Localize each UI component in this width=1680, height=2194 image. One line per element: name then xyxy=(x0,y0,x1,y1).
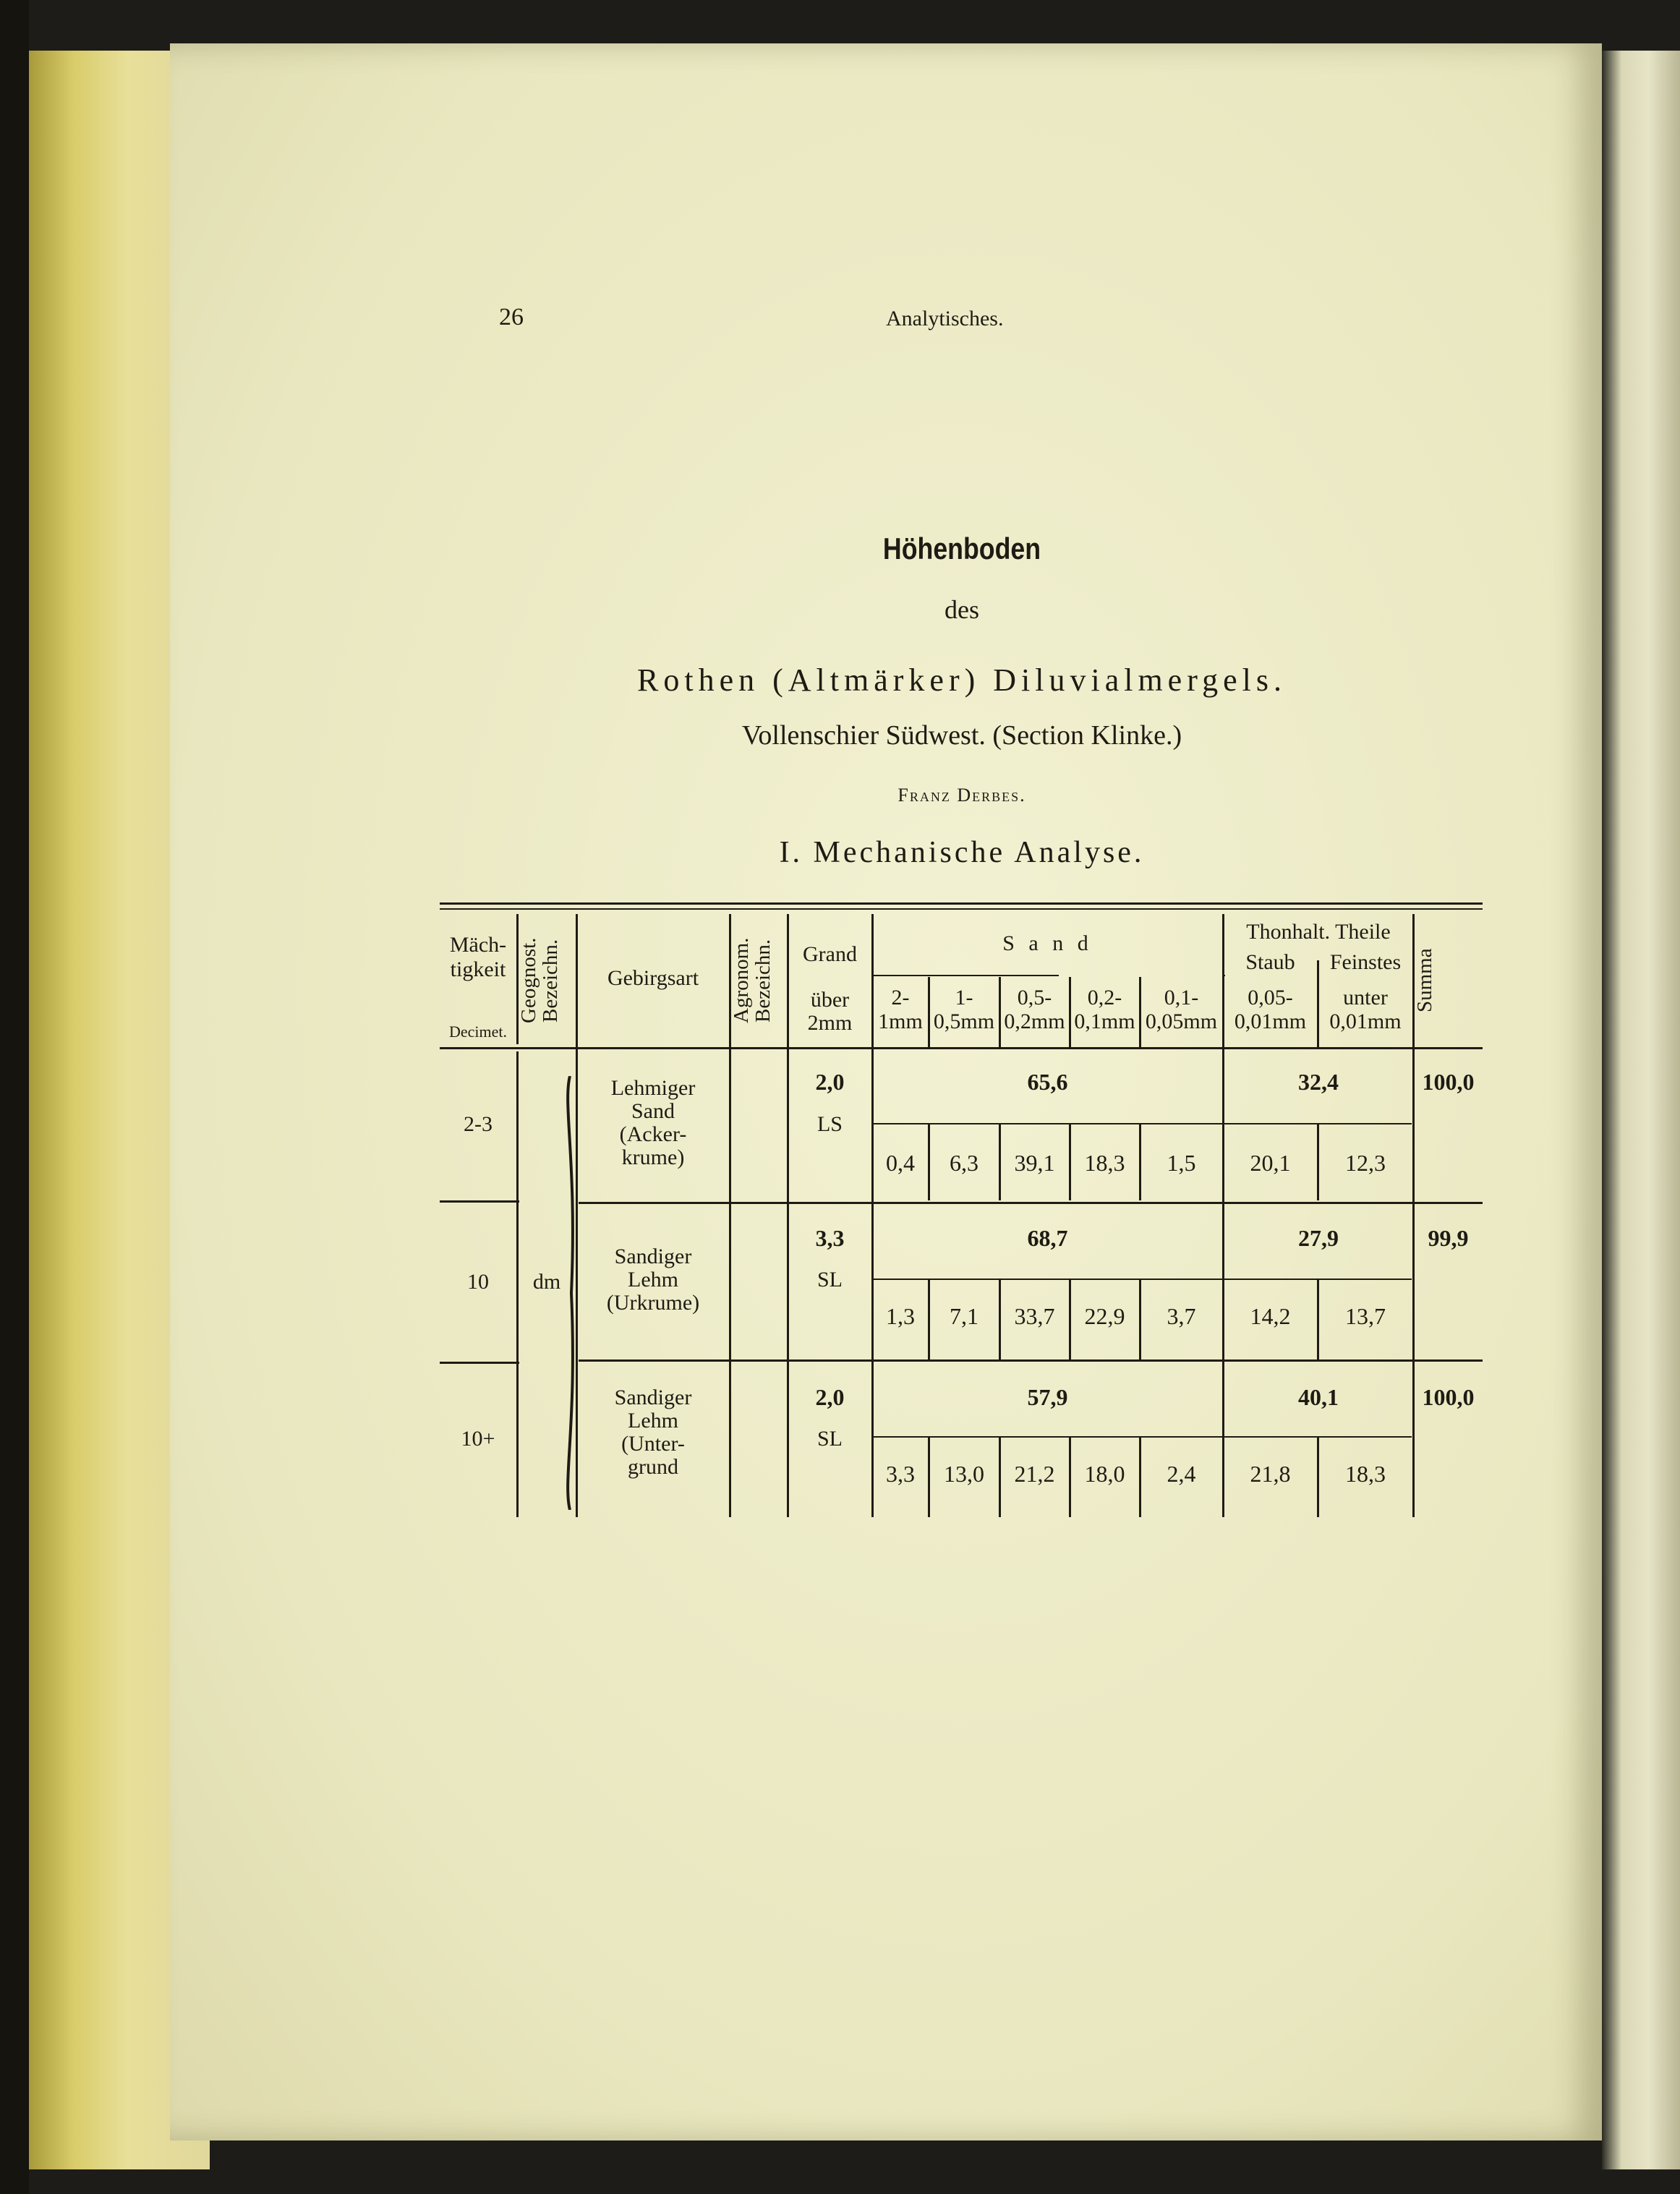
header-staub: Staub xyxy=(1245,950,1295,974)
row1-gebirgsart: Sand xyxy=(631,1099,675,1123)
row2-sand-value: 1,3 xyxy=(886,1303,915,1329)
row3-sand-total: 57,9 xyxy=(1027,1384,1068,1410)
row2-sand-total: 68,7 xyxy=(1027,1225,1068,1251)
header-sand-col: 2- xyxy=(891,986,910,1010)
row3-agronom: SL xyxy=(816,1427,843,1451)
row3-gebirgsart: grund xyxy=(628,1455,678,1479)
row3-sand-value: 13,0 xyxy=(944,1461,984,1487)
row2-gebirgsart: Sandiger xyxy=(614,1245,692,1268)
row2-sand-value: 22,9 xyxy=(1084,1303,1125,1329)
row1-sand-total: 65,6 xyxy=(1027,1069,1068,1095)
header-sand-col: 0,05mm xyxy=(1145,1010,1218,1033)
header-feinstes: Feinstes xyxy=(1329,950,1402,974)
row3-sand-value: 2,4 xyxy=(1167,1461,1196,1487)
section-heading: I. Mechanische Analyse. xyxy=(779,836,1145,869)
row3-gebirgsart: Sandiger xyxy=(614,1386,692,1409)
row1-staub: 20,1 xyxy=(1250,1150,1291,1176)
row3-depth: 10+ xyxy=(461,1427,495,1451)
header-grand-sub: über xyxy=(810,988,850,1012)
row1-depth: 2-3 xyxy=(464,1112,493,1136)
header-geognost: Geognost. Bezeichn. xyxy=(517,937,562,1024)
page-number: 26 xyxy=(499,304,524,330)
row2-depth: 10 xyxy=(467,1270,489,1294)
author-name: Franz Derbes. xyxy=(897,785,1026,806)
header-sand-col: 0,1- xyxy=(1164,986,1199,1010)
row3-summa: 100,0 xyxy=(1422,1384,1475,1410)
row3-thon-total: 40,1 xyxy=(1298,1384,1339,1410)
row1-summa: 100,0 xyxy=(1422,1069,1475,1095)
header-staub-range: 0,01mm xyxy=(1234,1010,1307,1033)
header-sand-col: 0,1mm xyxy=(1074,1010,1135,1033)
row3-feinstes: 18,3 xyxy=(1345,1461,1386,1487)
row2-sand-value: 7,1 xyxy=(950,1303,978,1329)
row1-thon-total: 32,4 xyxy=(1298,1069,1339,1095)
geognost-value: dm xyxy=(532,1270,561,1294)
row3-gebirgsart: (Unter- xyxy=(621,1432,685,1456)
next-page-edge xyxy=(1602,51,1680,2169)
row2-sand-value: 33,7 xyxy=(1014,1303,1055,1329)
row2-sand-value: 3,7 xyxy=(1167,1303,1196,1329)
row2-agronom: SL xyxy=(816,1268,843,1292)
row1-gebirgsart: krume) xyxy=(621,1145,685,1169)
mechanical-analysis-table xyxy=(440,902,1483,1517)
row1-sand-value: 1,5 xyxy=(1167,1150,1196,1176)
header-staub-range: 0,05- xyxy=(1248,986,1293,1010)
header-feinstes-range: unter xyxy=(1343,986,1388,1010)
background-dark xyxy=(0,0,29,2194)
page-title: Höhenboden xyxy=(882,532,1041,565)
row3-sand-value: 3,3 xyxy=(886,1461,915,1487)
row2-summa: 99,9 xyxy=(1428,1225,1469,1251)
title-source: Rothen (Altmärker) Diluvialmergels. xyxy=(637,662,1287,698)
row1-gebirgsart: (Acker- xyxy=(619,1122,687,1146)
header-agronom: Agronom. Bezeichn. xyxy=(730,937,775,1024)
header-thonhalt: Thonhalt. Theile xyxy=(1246,920,1391,944)
row1-sand-value: 6,3 xyxy=(950,1150,978,1176)
header-feinstes-range: 0,01mm xyxy=(1329,1010,1402,1033)
header-sand-col: 0,2- xyxy=(1087,986,1122,1010)
running-title: Analytisches. xyxy=(886,307,1004,330)
header-gebirgsart: Gebirgsart xyxy=(607,966,699,990)
header-summa: Summa xyxy=(1413,948,1436,1013)
header-grand-unit: 2mm xyxy=(807,1011,853,1035)
row1-gebirgsart: Lehmiger xyxy=(610,1076,696,1100)
row2-staub: 14,2 xyxy=(1250,1303,1291,1329)
row3-sand-value: 18,0 xyxy=(1084,1461,1125,1487)
header-sand-col: 1- xyxy=(955,986,973,1010)
title-connector: des xyxy=(945,595,979,624)
header-sand-col: 0,5- xyxy=(1017,986,1052,1010)
row3-sand-value: 21,2 xyxy=(1014,1461,1055,1487)
row3-gebirgsart: Lehm xyxy=(628,1409,678,1433)
header-maechtigkeit-1: Mäch- xyxy=(449,933,507,957)
row1-sand-value: 0,4 xyxy=(886,1150,915,1176)
header-sand-col: 0,2mm xyxy=(1004,1010,1065,1033)
header-maechtigkeit-2: tigkeit xyxy=(450,957,506,981)
row1-feinstes: 12,3 xyxy=(1345,1150,1386,1176)
header-sand-col: 1mm xyxy=(878,1010,923,1033)
row1-sand-value: 18,3 xyxy=(1084,1150,1125,1176)
header-sand: S a n d xyxy=(1002,931,1093,955)
row1-sand-value: 39,1 xyxy=(1014,1150,1055,1176)
row2-gebirgsart: (Urkrume) xyxy=(606,1291,700,1315)
header-decimet: Decimet. xyxy=(448,1023,508,1041)
row3-grand: 2,0 xyxy=(815,1384,845,1410)
row1-agronom: LS xyxy=(816,1112,843,1136)
row2-grand: 3,3 xyxy=(815,1225,845,1251)
header-grand: Grand xyxy=(803,942,857,966)
row1-grand: 2,0 xyxy=(815,1069,845,1095)
row2-feinstes: 13,7 xyxy=(1345,1303,1386,1329)
header-sand-col: 0,5mm xyxy=(933,1010,995,1033)
row2-gebirgsart: Lehm xyxy=(628,1268,678,1292)
row2-thon-total: 27,9 xyxy=(1298,1225,1339,1251)
row3-staub: 21,8 xyxy=(1250,1461,1291,1487)
subtitle-location: Vollenschier Südwest. (Section Klinke.) xyxy=(741,720,1182,751)
